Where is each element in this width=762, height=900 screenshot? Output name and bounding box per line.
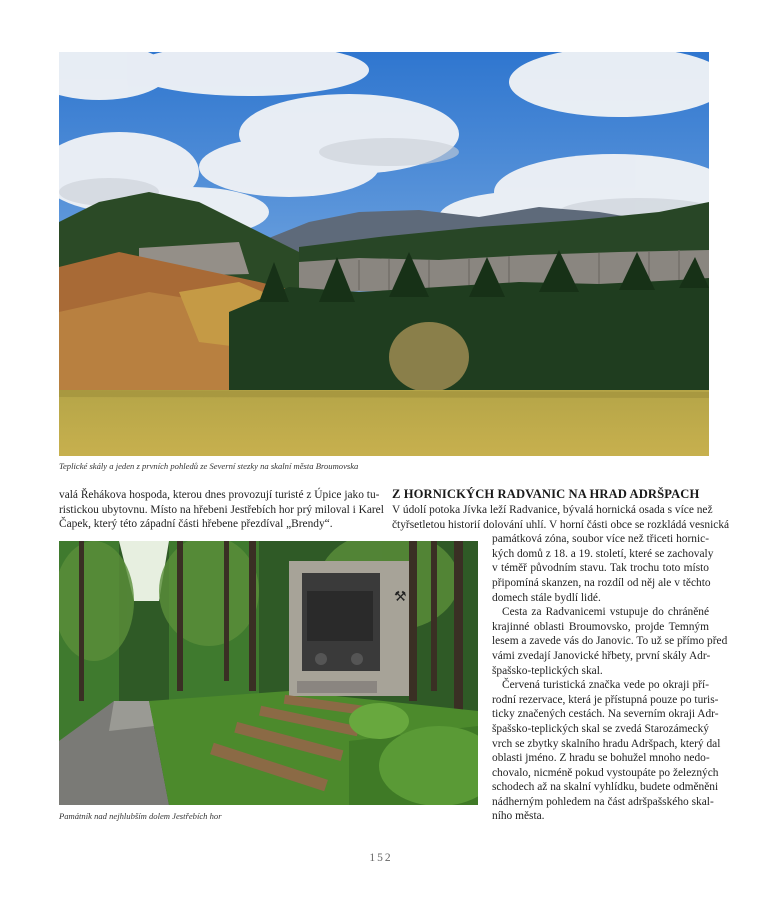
text-line: ristickou ubytovnu. Místo na hřebeni Jestřebích hor prý miloval i Karel <box>59 503 384 516</box>
text-line: Čapek, který této západní části hřebene přezdíval „Brendy“. <box>59 518 333 531</box>
text-line: schodech až na skalní vyhlídku, budete odměněni <box>492 781 719 794</box>
text-line: v téměř původním stavu. Tak trochu toto místo <box>492 562 709 575</box>
text-line: památková zóna, soubor více než třiceti hornic- <box>492 533 709 546</box>
text-line: nádherným pohledem na část adršpašského skal- <box>492 795 714 808</box>
text-line: špašsko-teplických skal se zvedá Starozámecký <box>492 722 709 735</box>
text-line: valá Řehákova hospoda, kterou dnes provozují turisté z Úpice jako tu- <box>59 489 380 501</box>
text-line: ního města. <box>492 810 545 823</box>
text-line: vrch se zbytky skalního hradu Adršpach, který dal <box>492 737 721 750</box>
text-line: ticky značených cestách. Na severním okraji Adr- <box>492 708 719 721</box>
text-line: oblasti jméno. Z hradu se bohužel mnoho nedo- <box>492 752 710 765</box>
landscape-photo <box>59 52 709 456</box>
text-line: Červená turistická značka vede po okraji pří- <box>502 679 709 692</box>
text-line: krajinné oblasti Broumovsko, projde Temným <box>492 620 709 633</box>
text-line: Cesta za Radvanicemi vstupuje do chráněné <box>502 606 709 619</box>
text-line: vámi zvedají Janovické hřbety, první skály Adr- <box>492 649 711 662</box>
page-number: 152 <box>369 852 393 864</box>
photo-caption: Teplické skály a jeden z prvních pohledů ze Severní stezky na skalní města Broumovska <box>59 461 359 471</box>
text-line: lesem a zavede vás do Janovic. To už se přímo před <box>492 635 728 648</box>
svg-text:⚒: ⚒ <box>394 589 407 605</box>
text-line: čtyřsetletou historií dolování uhlí. V horní části obce se rozkládá vesnická <box>392 518 730 531</box>
body-paragraph <box>59 488 384 532</box>
text-line: připomíná skanzen, na rozdíl od něj ale v těchto <box>492 576 711 589</box>
text-line: V údolí potoka Jívka leží Radvanice, bývalá hornická osada s více než <box>392 504 713 516</box>
text-line: rodní rezervace, která je přístupná pouze po turis- <box>492 693 719 706</box>
text-line: špašsko-teplických skal. <box>492 664 603 677</box>
text-line: chovalo, nicméně pokud vystoupáte po železných <box>492 766 719 779</box>
photo-caption: Památník nad nejhlubším dolem Jestřebích hor <box>59 811 222 821</box>
section-heading: Z HORNICKÝCH RADVANIC NA HRAD ADRŠPACH <box>392 487 700 501</box>
text-line: kých domů z 18. a 19. století, které se zachovaly <box>492 547 714 560</box>
monument-photo <box>59 541 478 805</box>
text-line: domech stále bydlí lidé. <box>492 591 601 604</box>
